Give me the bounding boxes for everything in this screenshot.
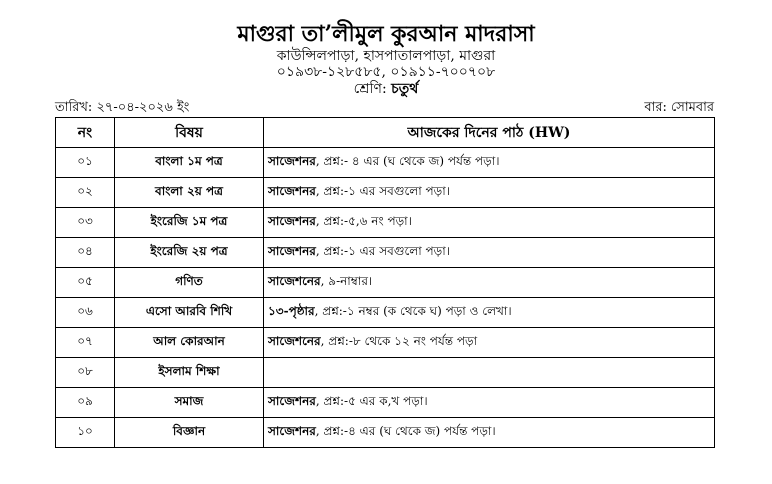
homework-source: সাজেশনের xyxy=(268,333,321,348)
row-number: ০১ xyxy=(56,148,115,178)
row-number: ০৪ xyxy=(56,238,115,268)
homework-source: সাজেশনের xyxy=(268,273,321,288)
row-subject: সমাজ xyxy=(115,388,264,418)
homework-source: সাজেশনর xyxy=(268,243,316,258)
row-subject: গণিত xyxy=(115,268,264,298)
row-homework xyxy=(264,238,715,268)
row-number: ১০ xyxy=(56,418,115,448)
row-homework xyxy=(264,418,715,448)
table-row xyxy=(56,208,715,238)
table-row xyxy=(56,328,715,358)
homework-detail: , প্রশ্ন:-১ এর সবগুলো পড়া। xyxy=(315,183,451,198)
date-label: তারিখ: ২৭-০৪-২০২৬ ইং xyxy=(55,100,190,115)
row-subject: ইংরেজি ২য় পত্র xyxy=(115,238,264,268)
row-number: ০৬ xyxy=(56,298,115,328)
row-subject: আল কোরআন xyxy=(115,328,264,358)
table-row xyxy=(56,148,715,178)
row-homework xyxy=(264,268,715,298)
table-row xyxy=(56,418,715,448)
table-header-row xyxy=(56,118,715,148)
homework-source: সাজেশনর xyxy=(268,393,316,408)
homework-detail: , প্রশ্ন:- ৪ এর (ঘ থেকে জ) পর্যন্ত পড়া। xyxy=(315,153,500,168)
document-header xyxy=(0,20,772,98)
row-number: ০৮ xyxy=(56,358,115,388)
header-subject: বিষয় xyxy=(115,118,264,148)
table-row xyxy=(56,178,715,208)
row-number: ০৩ xyxy=(56,208,115,238)
row-number: ০২ xyxy=(56,178,115,208)
homework-source: ১৩-পৃষ্ঠার xyxy=(268,303,315,318)
homework-source: সাজেশনর xyxy=(268,213,316,228)
table-row xyxy=(56,298,715,328)
homework-detail: , প্রশ্ন:-১ এর সবগুলো পড়া। xyxy=(315,243,451,258)
table-row xyxy=(56,388,715,418)
row-homework xyxy=(264,178,715,208)
homework-detail: , প্রশ্ন:-৮ থেকে ১২ নং পর্যন্ত পড়া xyxy=(320,333,478,348)
homework-detail: , প্রশ্ন:-১ নম্বর (ক থেকে ঘ) পড়া ও লেখা। xyxy=(314,303,512,318)
row-homework xyxy=(264,148,715,178)
homework-detail: , প্রশ্ন:-৫ এর ক,খ পড়া। xyxy=(315,393,428,408)
row-number: ০৭ xyxy=(56,328,115,358)
grade-label: শ্রেণি: xyxy=(353,81,387,97)
grade-line xyxy=(0,80,772,98)
grade-value: চতুর্থ xyxy=(391,81,419,97)
row-subject: ইসলাম শিক্ষা xyxy=(115,358,264,388)
row-subject: ইংরেজি ১ম পত্র xyxy=(115,208,264,238)
row-number: ০৯ xyxy=(56,388,115,418)
row-subject: বাংলা ১ম পত্র xyxy=(115,148,264,178)
homework-detail: , প্রশ্ন:-৫,৬ নং পড়া। xyxy=(315,213,412,228)
homework-source: সাজেশনর xyxy=(268,423,316,438)
table-row xyxy=(56,268,715,298)
table-row xyxy=(56,358,715,388)
header-homework: আজকের দিনের পাঠ (HW) xyxy=(264,118,715,148)
row-homework xyxy=(264,388,715,418)
row-subject: বাংলা ২য় পত্র xyxy=(115,178,264,208)
homework-source: সাজেশনর xyxy=(268,183,316,198)
row-homework xyxy=(264,328,715,358)
header-number: নং xyxy=(56,118,115,148)
homework-detail: , ৯-নাম্বার। xyxy=(320,273,373,288)
row-number: ০৫ xyxy=(56,268,115,298)
homework-source: সাজেশনর xyxy=(268,153,316,168)
row-subject: বিজ্ঞান xyxy=(115,418,264,448)
row-subject: এসো আরবি শিখি xyxy=(115,298,264,328)
day-label: বার: সোমবার xyxy=(644,100,714,115)
madrasa-phones: ০১৯৩৮-১২৮৫৮৫, ০১৯১১-৭০০৭০৮ xyxy=(276,64,496,80)
table-row xyxy=(56,238,715,268)
homework-detail: , প্রশ্ন:-৪ এর (ঘ থেকে জ) পর্যন্ত পড়া। xyxy=(315,423,496,438)
row-homework xyxy=(264,358,715,388)
homework-table xyxy=(55,117,715,448)
row-homework xyxy=(264,208,715,238)
madrasa-address: কাউন্সিলপাড়া, হাসপাতালপাড়া, মাগুরা xyxy=(276,48,496,64)
row-homework xyxy=(264,298,715,328)
madrasa-title: মাগুরা তা’লীমুল কুরআন মাদরাসা xyxy=(237,21,535,47)
